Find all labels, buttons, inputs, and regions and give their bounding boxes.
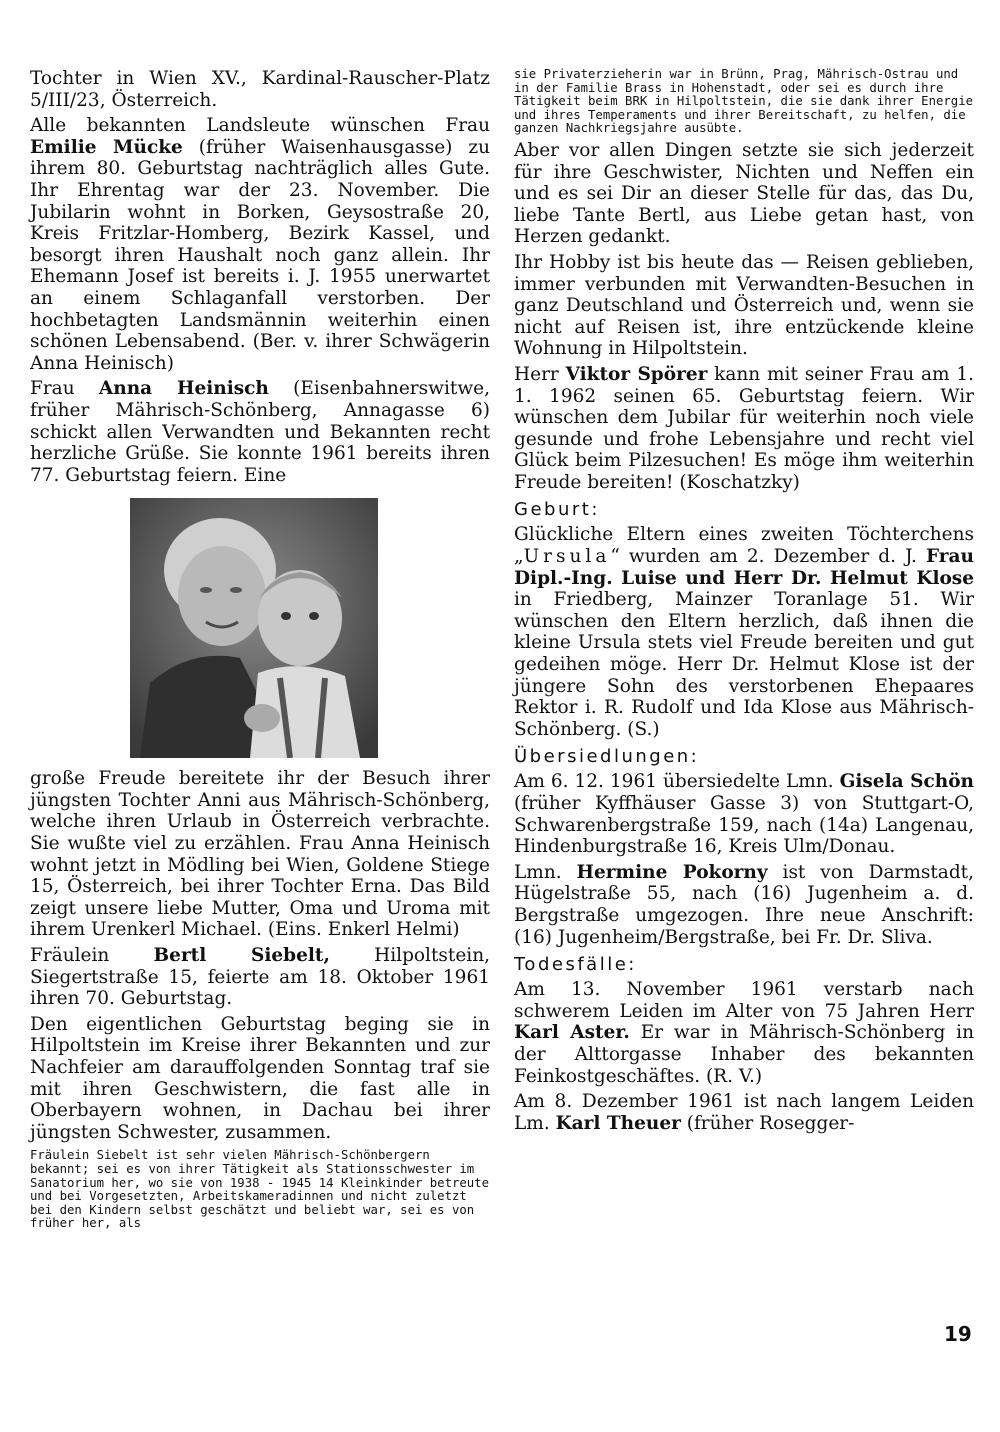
section-heading-moves: Übersiedlungen:	[514, 746, 700, 768]
person-name: Hermine Pokorny	[576, 861, 768, 883]
text: “ wurden am 2. Dezember d. J.	[610, 546, 926, 568]
paragraph-schoen	[514, 771, 974, 857]
text: Fräulein	[30, 945, 154, 967]
person-name: Frau Dipl.-Ing. Luise und Herr Dr. Helmut Klose	[514, 546, 974, 589]
text: Frau	[30, 378, 99, 400]
text: Am 6. 12. 1961 übersiedelte Lmn.	[514, 771, 840, 793]
paragraph-theuer	[514, 1091, 974, 1134]
child-name: Ursula	[523, 546, 611, 568]
text: Herr	[514, 363, 566, 385]
text: Alle bekannten Landsleute wünschen Frau	[30, 115, 490, 137]
paragraph-aster	[514, 979, 974, 1087]
text: in Friedberg, Mainzer Toranlage 51. Wir wünschen den Eltern herzlich, daß ihnen die kleine Ursula stets viel Freude bereiten und gut gedeihen möge. Herr Dr. Helmut Klose ist der jüngere Sohn des verstorbenen Ehepaares Rektor i. R. Rudolf und Ida Klose aus Mährisch-Schönberg. (S.)	[514, 589, 974, 740]
small-print-paragraph: Fräulein Siebelt ist sehr vielen Mährisch-Schönbergern bekannt; sei es von ihrer Tätigkeit als Stationsschwester im Sanatorium her, wo sie von 1938 - 1945 14 Kleinkinder betreute und bei Vorgesetzten, Arbeitskameradinnen und nicht zuletzt bei den Kindern selbst geschätzt und beliebt war, sei es von früher her, als	[30, 1148, 490, 1231]
text: ist von Darmstadt, Hügelstraße 55, nach (16) Jugenheim a. d. Bergstraße umgezogen. Ihre neue Anschrift: (16) Jugenheim/Bergstraße, bei Fr. Dr. Sliva.	[514, 861, 974, 948]
text: (früher Waisenhausgasse) zu ihrem 80. Geburtstag nachträglich alles Gute. Ihr Ehrentag war der 23. November. Die Jubilarin wohnt in Borken, Geysostraße 20, Kreis Fritzlar-Homberg, Bezirk Kassel, und besorgt ihren Haushalt noch ganz allein. Ihr Ehemann Josef ist bereits i. J. 1955 unerwartet an einem Schlaganfall verstorben. Der hochbetagten Landsmännin weiterhin einen schönen Lebensabend. (Ber. v. ihrer Schwägerin Anna Heinisch)	[30, 136, 490, 374]
person-name: Emilie Mücke	[30, 136, 183, 158]
person-name: Anna Heinisch	[98, 378, 269, 400]
paragraph-spoerer	[514, 364, 974, 494]
paragraph: Tochter in Wien XV., Kardinal-Rauscher-Platz 5/III/23, Österreich.	[30, 68, 490, 111]
text: (Eisenbahnerswitwe, früher Mährisch-Schönberg, Annagasse 6) schickt allen Verwandten und Bekannten recht herzliche Grüße. Sie konnte 1961 bereits ihren 77. Geburtstag feiern. Eine	[30, 378, 490, 486]
person-name: Viktor Spörer	[565, 363, 708, 385]
text: Hilpoltstein, Siegertstraße 15, feierte am 18. Oktober 1961 ihren 70. Geburtstag.	[30, 945, 490, 1010]
section-heading-birth: Geburt:	[514, 499, 600, 521]
page-number: 19	[944, 1322, 972, 1346]
small-print-paragraph: sie Privaterzieherin war in Brünn, Prag, Mährisch-Ostrau und in der Familie Brass in Hohenstadt, oder sei es durch ihre Tätigkeit beim BRK in Hilpoltstein, die sie dank ihrer Energie und ihres Temperaments und ihrer Bereitschaft, zu helfen, die ganzen Nachkriegsjahre ausübte.	[514, 67, 974, 136]
paragraph-siebelt	[30, 945, 490, 1010]
text: Glückliche Eltern eines zweiten Töchterchens „	[514, 524, 974, 568]
text: Er war in Mährisch-Schönberg in der Alttorgasse Inhaber des bekannten Feinkostgeschäftes. (R. V.)	[514, 1022, 974, 1087]
left-column	[30, 68, 490, 1235]
section-heading-deaths: Todesfälle:	[514, 954, 637, 976]
right-column	[514, 68, 974, 1138]
text: Am 8. Dezember 1961 ist nach langem Leiden Lm.	[514, 1091, 974, 1134]
paragraph: große Freude bereitete ihr der Besuch ihrer jüngsten Tochter Anni aus Mährisch-Schönberg, welche ihren Urlaub in Österreich verbrachte. Sie wußte viel zu erzählen. Frau Anna Heinisch wohnt jetzt in Mödling bei Wien, Goldene Stiege 15, Österreich, bei ihrer Tochter Erna. Das Bild zeigt unsere liebe Mutter, Oma und Uroma mit ihrem Urenkerl Michael. (Eins. Enkerl Helmi)	[30, 768, 490, 941]
person-name: Karl Aster.	[514, 1022, 630, 1044]
text: Am 13. November 1961 verstarb nach schwerem Leiden im Alter von 75 Jahren Herr	[514, 979, 974, 1022]
text: kann mit seiner Frau am 1. 1. 1962 seinen 65. Geburtstag feiern. Wir wünschen dem Jubilar für weiterhin noch viele gesunde und frohe Lebensjahre und recht viel Glück beim Pilzesuchen! Es möge ihm weiterhin Freude bereiten! (Koschatzky)	[514, 363, 974, 493]
text: (früher Kyffhäuser Gasse 3) von Stuttgart-O, Schwarenbergstraße 159, nach (14a) Langenau, Hindenburgstraße 16, Kreis Ulm/Donau.	[514, 793, 974, 858]
paragraph: Den eigentlichen Geburtstag beging sie in Hilpoltstein im Kreise ihrer Bekannten und zur Nachfeier am darauffolgenden Sonntag traf sie mit ihren Geschwistern, die fast alle in Oberbayern wohnen, in Dachau bei ihrer jüngsten Schwester, zusammen.	[30, 1013, 490, 1143]
paragraph-heinisch	[30, 378, 490, 486]
paragraph-muecke	[30, 115, 490, 374]
photo-grandmother-with-child	[130, 498, 378, 758]
paragraph-klose	[514, 524, 974, 740]
paragraph: Ihr Hobby ist bis heute das — Reisen geblieben, immer verbunden mit Verwandten-Besuchen in ganz Deutschland und Österreich und, wenn sie nicht auf Reisen ist, ihre entzückende kleine Wohnung in Hilpoltstein.	[514, 251, 974, 360]
text: (früher Rosegger-	[680, 1112, 855, 1134]
text: Lmn.	[514, 861, 577, 883]
person-name: Gisela Schön	[839, 771, 974, 793]
paragraph: Aber vor allen Dingen setzte sie sich jederzeit für ihre Geschwister, Nichten und Neffen ein und es sei Dir an dieser Stelle für das, das Du, liebe Tante Bertl, aus Liebe getan hast, von Herzen gedankt.	[514, 139, 974, 248]
person-name: Bertl Siebelt,	[153, 945, 330, 967]
person-name: Karl Theuer	[555, 1112, 681, 1134]
paragraph-pokorny	[514, 862, 974, 948]
